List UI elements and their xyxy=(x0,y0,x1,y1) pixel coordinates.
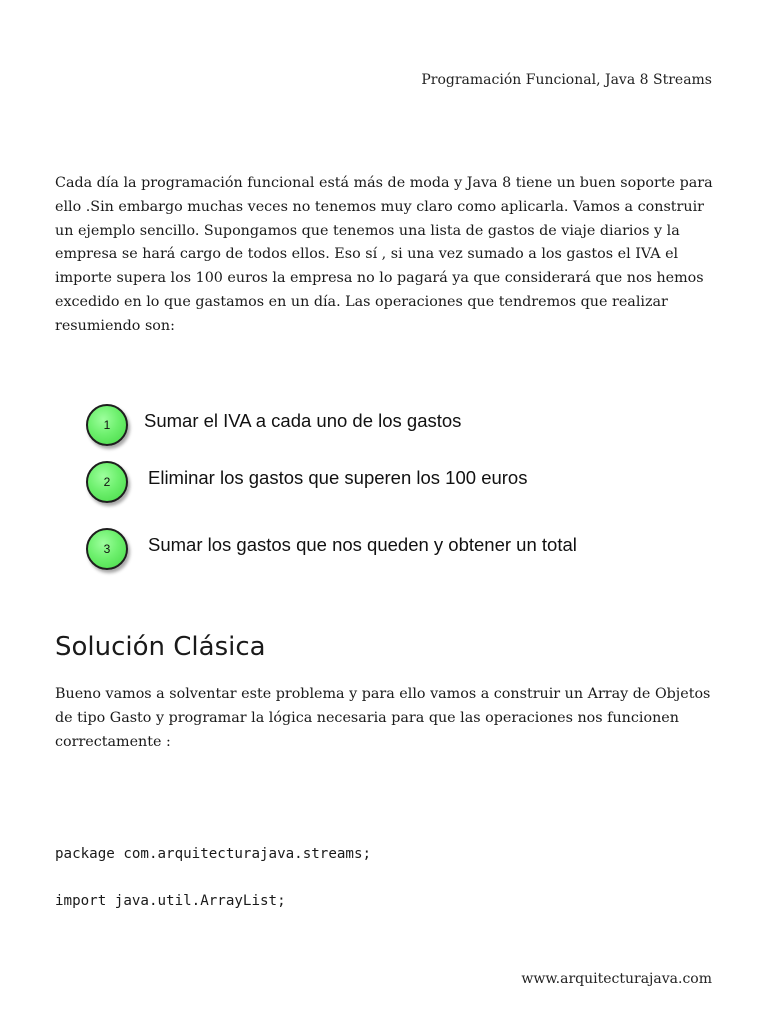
page-header: Programación Funcional, Java 8 Streams xyxy=(421,72,712,88)
intro-paragraph: Cada día la programación funcional está más de moda y Java 8 tiene un buen soporte para ello .Sin embargo muchas veces no tenemos muy claro como aplicarla. Vamos a construir un ejemplo sencillo. Supongamos que tenemos una lista de gastos de viaje diarios y la empresa se hará cargo de todos ellos. Eso sí , si una vez sumado a los gastos el IVA el importe supera los 100 euros la empresa no lo pagará ya que considerará que nos hemos excedido en lo que gastamos en un día. Las operaciones que tendremos que realizar resumiendo son: xyxy=(55,175,713,334)
step-1 xyxy=(86,404,706,448)
step-2 xyxy=(86,461,706,505)
step-3 xyxy=(86,528,706,572)
step-2-circle: 2 xyxy=(86,461,128,503)
code-line-package: package com.arquitecturajava.streams; xyxy=(55,846,372,862)
footer-url[interactable]: www.arquitecturajava.com xyxy=(521,971,712,987)
step-3-circle: 3 xyxy=(86,528,128,570)
section-title: Solución Clásica xyxy=(55,632,266,662)
code-line-import: import java.util.ArrayList; xyxy=(55,893,286,909)
step-2-label: Eliminar los gastos que superen los 100 euros xyxy=(148,467,528,488)
step-3-label: Sumar los gastos que nos queden y obtener un total xyxy=(148,534,577,555)
step-1-circle: 1 xyxy=(86,404,128,446)
step-1-label: Sumar el IVA a cada uno de los gastos xyxy=(144,410,462,431)
section-paragraph: Bueno vamos a solventar este problema y para ello vamos a construir un Array de Objetos de tipo Gasto y programar la lógica necesaria para que las operaciones nos funcionen correctamente : xyxy=(55,686,711,750)
